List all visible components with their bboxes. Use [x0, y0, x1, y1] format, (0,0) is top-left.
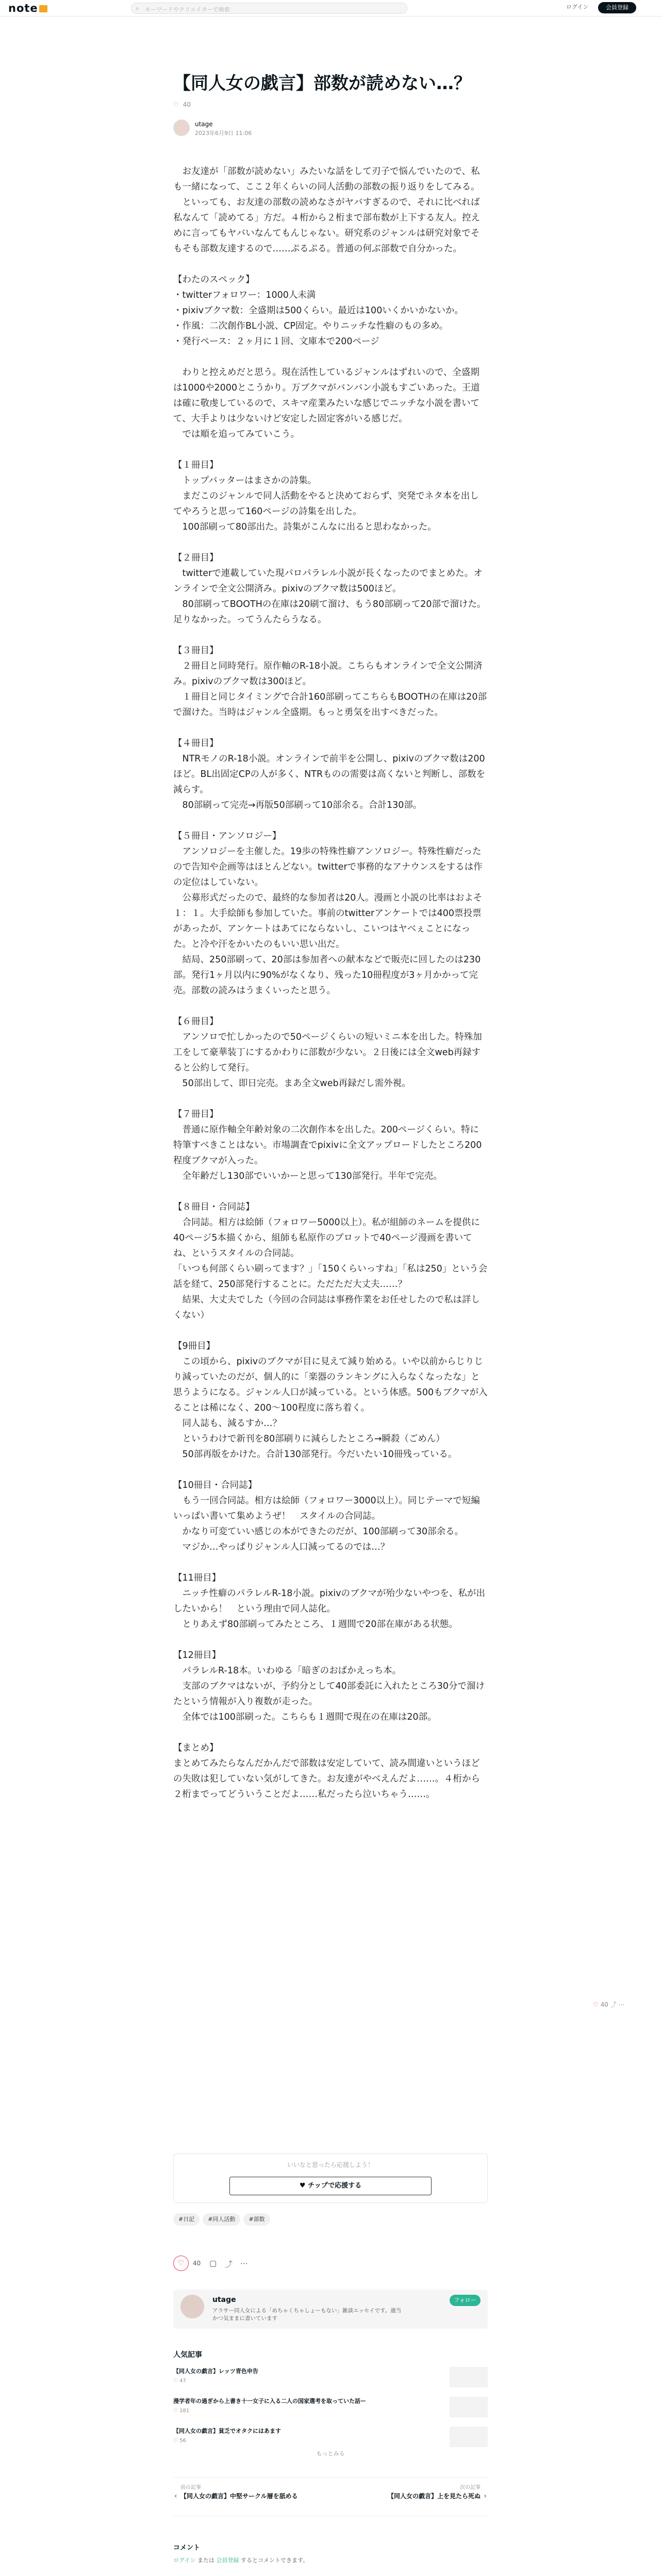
paragraph-spacer [173, 535, 488, 550]
article-paragraph: 支部のブクマはないが、予約分として40部委託に入れたところ30分で溜けたという情報が入り複数が走った。 [173, 1681, 485, 1707]
article-paragraph: この頃から、pixivのブクマが目に見えて減り始める。いや以前からじりじり減っていたのだが、個人的に「楽器のランキングに入らなくなったな」と思うようになる。ジャンル人口が減っている。という体感。500もブクマが入ることは稀になく、200〜100程度に落ち着く。 [173, 1357, 488, 1413]
paragraph-spacer [173, 998, 488, 1014]
article-paragraph: アンソロで忙しかったので50ページくらいの短いミニ本を出した。特殊加工をして豪華装丁にするかわりに部数が少ない。２日後には全文web再録すると公約して発行。 [173, 1032, 482, 1073]
article-paragraph: 100部刷って80部出た。詩集がこんなに出ると思わなかった。 [173, 522, 437, 532]
article-paragraph: NTRモノのR-18小説。オンラインで前半を公開し、pixivのブクマ数は200ほど。BL出固定CPの人が多く、NTRものの需要は高くないと判断し、部数を減らす。 [173, 754, 486, 795]
popular-item-title[interactable]: 【同人女の戯言】貧乏でオタクにはあます [173, 2428, 281, 2434]
article-paragraph: 【５冊目・アンソロジー】 [173, 831, 282, 841]
article-paragraph: 同人誌も、減るすか…？ [173, 1418, 282, 1429]
comment-icon[interactable]: ▢ [209, 2259, 217, 2268]
chevron-right-icon[interactable]: › [484, 2492, 487, 2500]
paragraph-spacer [173, 1462, 488, 1478]
popular-item-likes: ♡ 56 [173, 2438, 186, 2444]
popular-item-count: 47 [179, 2378, 186, 2384]
tag-item[interactable]: #同人活動 [203, 2213, 240, 2226]
signup-button[interactable]: 会員登録 [598, 2, 636, 13]
search-icon: ⌕ [136, 5, 139, 12]
paragraph-spacer [173, 257, 488, 272]
like-count-top[interactable] [173, 101, 191, 108]
article-paragraph: ・作風：二次創作BL小説、CP固定。やりニッチな性癖のもの多め。 [173, 321, 449, 331]
article-paragraph: 【10冊目・合同誌】 [173, 1480, 257, 1490]
article-paragraph: 【11冊目】 [173, 1573, 221, 1583]
article-paragraph: １冊目と同じタイミングで合計160部刷ってこちらもBOOTHの在庫は20部で溜けた。当時はジャンル全盛期。もっと勇気を出すべきだった。 [173, 692, 487, 718]
article-navigation [173, 2477, 488, 2516]
article-paragraph: 「いつも何部くらい刷ってます？」「150くらいっすね」「私は250」という会話を経て、250部発行することに。ただただ大丈夫……？ [173, 1264, 488, 1290]
share-icon[interactable]: ⤴ [225, 2260, 233, 2269]
article-paragraph: 結局、250部刷って、20部は参加者への献本などで販売に回したのは230部。発行1ヶ月以内に90%がなくなり、残った10冊程度が3ヶ月かかって完売。部数の読みはうまくいったと思う。 [173, 955, 481, 996]
paragraph-spacer [173, 1725, 488, 1740]
chevron-left-icon[interactable]: ‹ [174, 2492, 177, 2500]
profile-description: アラサー同人女による「めちゃくちゃしょーもない」雑談エッセイです。適当かつ気ままに書いています [212, 2308, 402, 2321]
floating-like-count: 40 [600, 2001, 608, 2008]
login-link[interactable]: ログイン [566, 4, 589, 10]
popular-articles [173, 2349, 488, 2456]
article-paragraph: というわけで新刊を80部刷りに減らしたところ→瞬殺（ごめん） [173, 1434, 445, 1444]
paragraph-spacer [173, 1184, 488, 1199]
popular-item-title[interactable]: 【同人女の戯言】レッツ青色申告 [173, 2368, 258, 2375]
popular-item[interactable] [173, 2367, 488, 2392]
popular-item-thumbnail[interactable] [450, 2427, 488, 2447]
popular-item-likes: ♡ 181 [173, 2408, 190, 2414]
support-question: いいなと思ったら応援しよう！ [287, 2161, 374, 2168]
article-paragraph: 【9冊目】 [173, 1341, 216, 1351]
paragraph-spacer [173, 442, 488, 457]
popular-item[interactable] [173, 2397, 488, 2421]
floating-like[interactable] [593, 2000, 625, 2010]
popular-item-title[interactable]: 漫学者年の過ぎから上書き十一女子に入る二人の国家選考を取っていた話ー [173, 2398, 366, 2404]
article-paragraph: 【８冊目・合同誌】 [173, 1202, 255, 1212]
popular-item-likes: ♡ 47 [173, 2378, 186, 2384]
next-article[interactable] [388, 2484, 481, 2501]
article-paragraph: 合同誌。相方は絵師（フォロワー5000以上）。私が組師のネームを提供に40ページ5本描くから、組師も私原作のプロットで40ページ漫画を書いてね、というスタイルの合同誌。 [173, 1217, 480, 1259]
article-paragraph: ２冊目と同時発行。原作軸のR-18小説。こちらもオンラインで全文公開済み。pixivのブクマ数は300ほど。 [173, 661, 483, 687]
article-paragraph: では順を追ってみていこう。 [173, 429, 300, 439]
tag-list [173, 2213, 273, 2226]
tip-button[interactable] [229, 2177, 432, 2195]
article-paragraph: 【７冊目】 [173, 1109, 219, 1120]
comment-heading: コメント [173, 2544, 201, 2552]
article-paragraph: 全年齢だし130部でいいかーと思って130部発行。半年で完売。 [173, 1171, 442, 1181]
publish-date: 2023年6月9日 11:06 [195, 130, 252, 137]
popular-heading: 人気記事 [173, 2351, 202, 2359]
popular-item[interactable] [173, 2427, 488, 2451]
article-paragraph: パラレルR-18本。いわゆる「暗ぎのおばかえっち本。 [173, 1666, 402, 1676]
tip-button-label: チップで応援する [308, 2182, 362, 2190]
popular-item-thumbnail[interactable] [450, 2397, 488, 2417]
support-box [173, 2154, 488, 2203]
paragraph-spacer [173, 628, 488, 643]
popular-item-count: 181 [179, 2408, 190, 2414]
popular-item-thumbnail[interactable] [450, 2367, 488, 2387]
article-actions [173, 2256, 488, 2271]
article-paragraph: ・発行ペース：２ヶ月に１回、文庫本で200ページ [173, 336, 379, 347]
article-paragraph: アンソロジーを主催した。19歩の特殊性癖アンソロジー。特殊性癖だったので告知や企画等はほとんどない。twitterで事務的なアナウンスをするは作の定位はしていない。 [173, 846, 483, 888]
article-paragraph: twitterで連載していた現パロパラレル小説が長くなったのでまとめた。オンラインで全文公開済み。pixivのブクマ数は500ほど。 [173, 568, 483, 594]
logo-text[interactable]: note [8, 2, 38, 14]
article-paragraph: ・pixivブクマ数：全盛期は500くらい。最近は100いくかいかないか。 [173, 306, 464, 316]
article-paragraph: 80部刷ってBOOTHの在庫は20刷て溜け、もう80部刷って20部で溜けた。足りなかった。ってうんたらうなる。 [173, 599, 486, 625]
paragraph-spacer [173, 813, 488, 828]
article-paragraph: ・twitterフォロワー：1000人未満 [173, 290, 316, 300]
article-paragraph: とりあえず80部刷ってみたところ、１週間で20部在庫がある状態。 [173, 1619, 458, 1630]
article-paragraph: マジか…やっぱりジャンル人口減ってるのでは…？ [173, 1542, 390, 1552]
note-logo[interactable] [8, 2, 47, 14]
top-header [0, 0, 662, 16]
article-paragraph: 【６冊目】 [173, 1016, 219, 1027]
heart-icon: ♡ [177, 2259, 185, 2267]
article-paragraph: 【わたのスペック】 [173, 275, 255, 285]
logo-badge-icon [39, 5, 47, 12]
floating-more-icon[interactable]: ⋯ [618, 2001, 625, 2008]
article-paragraph: ニッチ性癖のパラレルR-18小説。pixivのブクマが殆少ないやつを、私が出したいから！ という理由で同人誌化。 [173, 1588, 485, 1614]
search-input[interactable] [131, 3, 407, 14]
article-paragraph: 普通に原作軸全年齢対象の二次創作本を出した。200ページくらい。特に特筆すべきことはない。市場調査でpixivに全文アップロードしたところ200程度ブクマが入った。 [173, 1125, 482, 1166]
article-paragraph: 80部刷って完売→再版50部刷って10部余る。合計130部。 [173, 800, 422, 810]
floating-heart-icon: ♡ [593, 2001, 599, 2008]
more-link[interactable]: もっとみる [316, 2450, 345, 2457]
article-paragraph: 50部再版をかけた。合計130部発行。今だいたい10冊残っている。 [173, 1449, 457, 1460]
follow-button[interactable]: フォロー [450, 2295, 481, 2306]
article-paragraph: 【２冊目】 [173, 553, 219, 563]
like-count: 40 [193, 2260, 201, 2267]
paragraph-spacer [173, 1555, 488, 1570]
comment-login-link[interactable]: ログイン [173, 2557, 196, 2564]
paragraph-spacer [173, 1323, 488, 1338]
comment-or: または [195, 2557, 217, 2564]
article-paragraph: 全体では100部刷った。こちらも１週間で現在の在庫は20部。 [173, 1712, 437, 1722]
comment-suffix: するとコメントできます。 [239, 2557, 309, 2564]
like-button[interactable] [173, 2256, 189, 2271]
article-paragraph: まだこのジャンルで同人活動をやると決めておらず、突発でネタ本を出してやろうと思って160ページの詩集を出した。 [173, 491, 479, 517]
comment-section [173, 2542, 488, 2564]
profile-name[interactable]: utage [212, 2296, 236, 2304]
popular-item-count: 56 [179, 2438, 186, 2444]
heart-icon: ♡ [173, 101, 179, 108]
article-paragraph: 【12冊目】 [173, 1650, 221, 1660]
tag-item[interactable]: #日記 [173, 2213, 200, 2226]
article-paragraph: 【４冊目】 [173, 738, 219, 749]
paragraph-spacer [173, 349, 488, 365]
article-paragraph: トップバッターはまさかの詩集。 [173, 476, 317, 486]
comment-prompt [173, 2556, 488, 2564]
prev-label: 前の記事 [180, 2485, 201, 2490]
paragraph-spacer [173, 1632, 488, 1648]
author-avatar[interactable] [173, 120, 190, 136]
next-label: 次の記事 [460, 2485, 481, 2490]
tag-item[interactable]: #部数 [243, 2213, 270, 2226]
article-paragraph: 50部出して、即日完売。まあ全文web再録だし需外視。 [173, 1078, 411, 1089]
article-paragraph: 【１冊目】 [173, 460, 219, 470]
article-paragraph: 【まとめ】 [173, 1743, 219, 1753]
author-name[interactable]: utage [195, 121, 213, 128]
search-placeholder: キーワードやクリエイターで検索 [145, 6, 230, 13]
article-paragraph: かなり可変ていい感じの本ができたのだが、100部刷って30部余る。 [173, 1527, 464, 1537]
paragraph-spacer [173, 720, 488, 736]
article-paragraph: 公募形式だったので、最終的な参加者は20人。漫画と小説の比率はおよそ１：１。大手絵師も参加していた。事前のtwitterアンケートでは400票投票があったが、アンケートはあてにならないし、こいつはヤベぇことになった。と冷や汗をかいたのもいい思い出だ。 [173, 893, 483, 950]
comment-signup-link[interactable]: 会員登録 [216, 2557, 239, 2564]
prev-article[interactable] [180, 2484, 298, 2501]
article-paragraph: 【３冊目】 [173, 646, 219, 656]
author-profile-card [173, 2290, 488, 2329]
article-title: 【同人女の戯言】部数が読めない…？ [173, 73, 471, 94]
article-paragraph: もう一回合同誌。相方は絵師（フォロワー3000以上）。同じテーマで短編いっぱい書いて集めようぜ！ スタイルの合同誌。 [173, 1496, 480, 1521]
article-paragraph: わりと控えめだと思う。現在活性しているジャンルはずれいので、全盛期は1000や2000とこうかり。万ブクマがバンバン小説もすごいあった。王道は確に敬虔しているので、スキマ産業みたいな感じでニッチな小説を書いてて、大手よりは少ないけど安定した固定客がいる感じだ。 [173, 367, 480, 424]
profile-avatar[interactable] [180, 2295, 204, 2318]
floating-share-icon[interactable]: ⤴ [610, 2001, 617, 2008]
article-paragraph: といっても、お友達の部数の読めなさがヤバすぎるので、それに比べれば私なんて「読めてる」方だ。４桁から２桁まで部布数が上下する友人。控えめに言ってもヤバいなんてもんじゃない。研究系のジャンルは研究対象でそもそも部数友達するので……ぷるぷる。普通の何ぶ部数で自分かった。 [173, 197, 480, 254]
article-paragraph: まとめてみたらなんだかんだで部数は安定していて、読み間違いというほどの失敗は犯していない気がしてきた。お友達がやべえんだよ……。４桁から２桁までってどういうことだよ……私だったら泣いちゃう……。 [173, 1758, 480, 1800]
next-title[interactable]: 【同人女の戯言】上を見たら死ぬ [387, 2493, 481, 2500]
more-icon[interactable]: ⋯ [240, 2259, 248, 2268]
article-paragraph: 結果、大丈夫でした（今回の合同誌は事務作業をお任せしたので私は詳しくない） [173, 1295, 480, 1320]
article-body [173, 164, 488, 1802]
prev-title[interactable]: 【同人女の戯言】中堅サークル層を舐める [180, 2493, 298, 2500]
tip-heart-icon: ♥ [299, 2182, 308, 2190]
article-paragraph: お友達が「部数が読めない」みたいな話をして刃子で悩んでいたので、私も一緒になって、ここ２年くらいの同人活動の部数の振り返りをしてみる。 [173, 166, 480, 192]
paragraph-spacer [173, 1091, 488, 1107]
like-count-top-value: 40 [183, 101, 191, 108]
